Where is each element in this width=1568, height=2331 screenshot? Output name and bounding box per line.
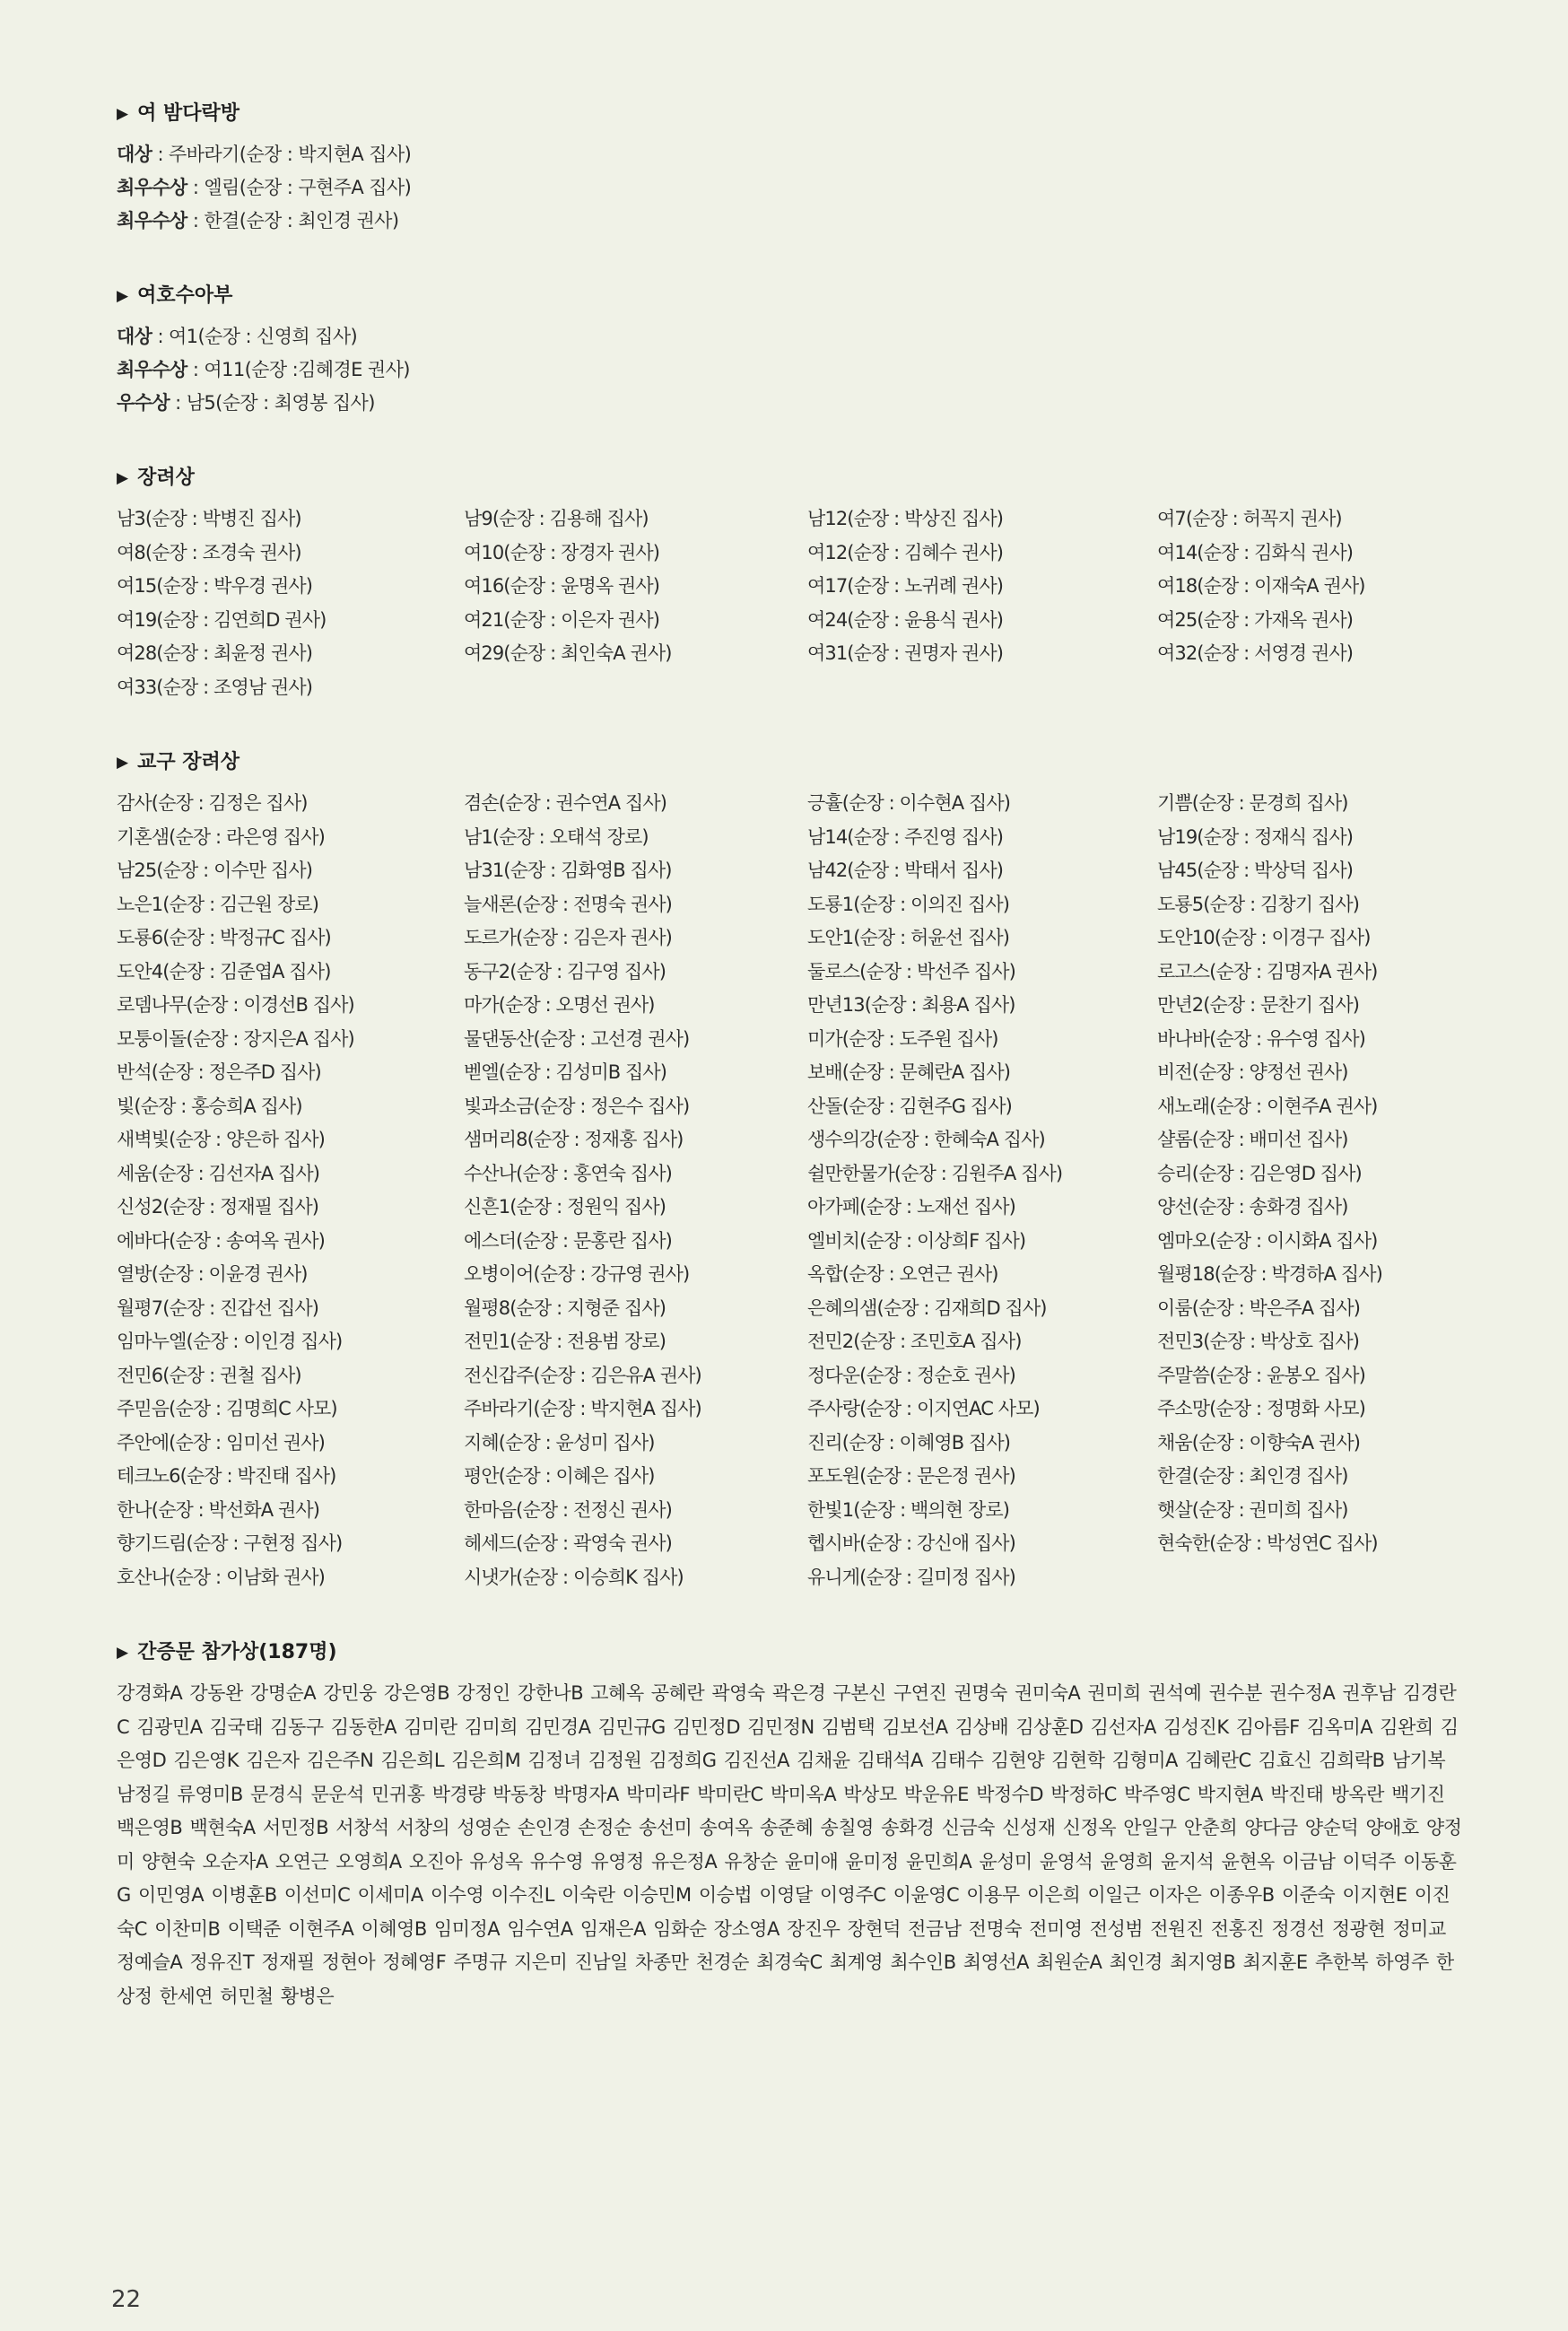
award-entry: 한빛1(순장 : 백의현 장로): [807, 1498, 1010, 1521]
award-entry: 여12(순장 : 김혜수 권사): [807, 541, 1004, 563]
award-entry: 겸손(순장 : 권수연A 집사): [464, 792, 667, 814]
award-entry: 벧엘(순장 : 김성미B 집사): [464, 1061, 667, 1083]
award-entry: 임마누엘(순장 : 이인경 집사): [117, 1331, 343, 1352]
award-entry: 주소망(순장 : 정명화 사모): [1157, 1398, 1365, 1419]
award-entry: 생수의강(순장 : 한혜숙A 집사): [807, 1129, 1045, 1150]
award-line: 최우수상 : 여11(순장 :김혜경E 권사): [117, 359, 410, 380]
award-entry: 여14(순장 : 김화식 권사): [1157, 541, 1354, 563]
award-entry: 주말씀(순장 : 윤봉오 집사): [1157, 1364, 1365, 1386]
award-entry: 호산나(순장 : 이남화 권사): [117, 1566, 325, 1588]
section-bam-darakbang: [117, 100, 1462, 238]
award-entry: 노은1(순장 : 김근원 장로): [117, 893, 319, 915]
award-entry: 에스더(순장 : 문홍란 집사): [464, 1229, 672, 1252]
award-entry: 새벽빛(순장 : 양은하 집사): [117, 1129, 325, 1150]
page-number: 22: [111, 2286, 142, 2313]
award-entry: 주바라기(순장 : 박지현A 집사): [464, 1398, 701, 1419]
award-entry: 남14(순장 : 주진영 집사): [807, 825, 1004, 848]
award-entry: 여31(순장 : 권명자 권사): [807, 642, 1004, 664]
award-entry: 월평8(순장 : 지형준 집사): [464, 1296, 666, 1319]
award-entry: 아가페(순장 : 노재선 집사): [807, 1196, 1015, 1218]
award-entry: 남25(순장 : 이수만 집사): [117, 860, 313, 881]
award-entry: 남45(순장 : 박상덕 집사): [1157, 860, 1354, 881]
award-entry: 여24(순장 : 윤용식 권사): [807, 608, 1004, 631]
award-entry: 햇살(순장 : 권미희 집사): [1157, 1498, 1348, 1521]
award-entry: 여28(순장 : 최윤정 권사): [117, 642, 313, 664]
award-line: 최우수상 : 엘림(순장 : 구현주A 집사): [117, 177, 412, 198]
section-title: ▶ 장려상: [117, 465, 1462, 492]
award-entry: 도룡5(순장 : 김창기 집사): [1157, 893, 1360, 915]
award-entry: 남42(순장 : 박태서 집사): [807, 860, 1004, 881]
triangle-bullet-icon: ▶: [117, 754, 129, 772]
section-title: ▶ 여 밤다락방: [117, 100, 1462, 127]
award-entry: 현숙한(순장 : 박성연C 집사): [1157, 1532, 1378, 1554]
award-entry: 마가(순장 : 오명선 권사): [464, 994, 655, 1016]
award-grid: [117, 502, 1462, 704]
award-entry: 빛과소금(순장 : 정은수 집사): [464, 1095, 690, 1117]
award-entry: 만년13(순장 : 최용A 집사): [807, 994, 1015, 1016]
award-entry: 여15(순장 : 박우경 권사): [117, 575, 313, 597]
section-title: ▶ 교구 장려상: [117, 749, 1462, 776]
award-entry: 긍휼(순장 : 이수현A 집사): [807, 792, 1011, 814]
award-line: 대상 : 주바라기(순장 : 박지현A 집사): [117, 144, 412, 165]
award-entry: 새노래(순장 : 이현주A 권사): [1157, 1095, 1378, 1117]
award-entry: 늘새론(순장 : 전명숙 권사): [464, 893, 672, 915]
section-testimony: [117, 1639, 1462, 2013]
award-entry: 은혜의샘(순장 : 김재희D 집사): [807, 1296, 1047, 1319]
award-entry: 한나(순장 : 박선화A 권사): [117, 1498, 320, 1521]
award-entry: 반석(순장 : 정은주D 집사): [117, 1061, 321, 1083]
triangle-bullet-icon: ▶: [117, 105, 129, 123]
award-entry: 전민6(순장 : 권철 집사): [117, 1364, 301, 1386]
award-entry: 여7(순장 : 허꼭지 권사): [1157, 508, 1342, 529]
award-entry: 미가(순장 : 도주원 집사): [807, 1027, 998, 1050]
award-entry: 엠마오(순장 : 이시화A 집사): [1157, 1229, 1378, 1252]
award-entry: 물댄동산(순장 : 고선경 권사): [464, 1027, 690, 1050]
award-entry: 여16(순장 : 윤명옥 권사): [464, 575, 660, 597]
award-entry: 승리(순장 : 김은영D 집사): [1157, 1162, 1362, 1184]
award-entry: 오병이어(순장 : 강규영 권사): [464, 1263, 690, 1285]
award-entry: 모퉁이돌(순장 : 장지은A 집사): [117, 1027, 354, 1050]
award-entry: 만년2(순장 : 문찬기 집사): [1157, 994, 1360, 1016]
award-entry: 빛(순장 : 홍승희A 집사): [117, 1095, 302, 1117]
award-entry: 남1(순장 : 오태석 장로): [464, 825, 649, 848]
award-entry: 헤세드(순장 : 곽영숙 권사): [464, 1532, 672, 1554]
section-parish-encouragement: [117, 749, 1462, 1594]
award-entry: 여10(순장 : 장경자 권사): [464, 541, 660, 563]
award-entry: 남3(순장 : 박병진 집사): [117, 508, 301, 529]
award-entry: 여25(순장 : 가재옥 권사): [1157, 608, 1354, 631]
award-entry: 여8(순장 : 조경숙 권사): [117, 541, 301, 563]
award-entry: 주믿음(순장 : 김명희C 사모): [117, 1398, 337, 1419]
award-entry: 수산나(순장 : 홍연숙 집사): [464, 1162, 672, 1184]
award-line: 최우수상 : 한결(순장 : 최인경 권사): [117, 210, 399, 231]
award-entry: 신흔1(순장 : 정원익 집사): [464, 1196, 666, 1218]
award-entry: 여17(순장 : 노귀례 권사): [807, 575, 1004, 597]
award-entry: 월평7(순장 : 진갑선 집사): [117, 1296, 319, 1319]
award-entry: 채움(순장 : 이향숙A 권사): [1157, 1431, 1361, 1454]
award-entry: 포도원(순장 : 문은정 권사): [807, 1465, 1015, 1487]
award-entry: 여33(순장 : 조영남 권사): [117, 676, 313, 698]
award-entry: 세움(순장 : 김선자A 집사): [117, 1162, 320, 1184]
award-entry: 도안1(순장 : 허윤선 집사): [807, 927, 1010, 948]
award-entry: 산돌(순장 : 김현주G 집사): [807, 1095, 1012, 1117]
award-line: 우수상 : 남5(순장 : 최영봉 집사): [117, 392, 375, 414]
award-entry: 기혼샘(순장 : 라은영 집사): [117, 825, 325, 848]
triangle-bullet-icon: ▶: [117, 1644, 129, 1662]
award-entry: 비전(순장 : 양정선 권사): [1157, 1061, 1348, 1083]
triangle-bullet-icon: ▶: [117, 287, 129, 305]
award-entry: 남12(순장 : 박상진 집사): [807, 508, 1004, 529]
award-entry: 남19(순장 : 정재식 집사): [1157, 825, 1354, 848]
award-entry: 둘로스(순장 : 박선주 집사): [807, 960, 1015, 982]
award-entry: 유니게(순장 : 길미정 집사): [807, 1566, 1015, 1588]
award-entry: 도룡1(순장 : 이의진 집사): [807, 893, 1010, 915]
award-entry: 쉴만한물가(순장 : 김원주A 집사): [807, 1162, 1063, 1184]
triangle-bullet-icon: ▶: [117, 469, 129, 487]
award-entry: 로고스(순장 : 김명자A 권사): [1157, 960, 1378, 982]
award-entry: 바나바(순장 : 유수영 집사): [1157, 1027, 1365, 1050]
award-entry: 도르가(순장 : 김은자 권사): [464, 927, 672, 948]
award-entry: 여18(순장 : 이재숙A 권사): [1157, 575, 1365, 597]
award-entry: 향기드림(순장 : 구현정 집사): [117, 1532, 343, 1554]
award-entry: 월평18(순장 : 박경하A 집사): [1157, 1263, 1382, 1285]
award-entry: 양선(순장 : 송화경 집사): [1157, 1196, 1348, 1218]
award-entry: 여19(순장 : 김연희D 권사): [117, 608, 327, 631]
award-entry: 전민2(순장 : 조민호A 집사): [807, 1331, 1022, 1352]
award-entry: 주사랑(순장 : 이지연AC 사모): [807, 1398, 1040, 1419]
award-entry: 여21(순장 : 이은자 권사): [464, 608, 660, 631]
award-entry: 전민3(순장 : 박상호 집사): [1157, 1331, 1360, 1352]
award-entry: 동구2(순장 : 김구영 집사): [464, 960, 666, 982]
award-entry: 한마음(순장 : 전정신 권사): [464, 1498, 672, 1521]
award-entry: 남31(순장 : 김화영B 집사): [464, 860, 672, 881]
award-entry: 기쁨(순장 : 문경희 집사): [1157, 792, 1348, 814]
award-entry: 에바다(순장 : 송여옥 권사): [117, 1229, 325, 1252]
section-title: ▶ 여호수아부: [117, 283, 1462, 310]
section-encouragement: [117, 465, 1462, 704]
award-entry: 로뎀나무(순장 : 이경선B 집사): [117, 994, 354, 1016]
award-entry: 엘비치(순장 : 이상희F 집사): [807, 1229, 1026, 1252]
award-entry: 도안10(순장 : 이경구 집사): [1157, 927, 1371, 948]
award-entry: 주안에(순장 : 임미선 권사): [117, 1431, 325, 1454]
award-entry: 시냇가(순장 : 이승희K 집사): [464, 1566, 684, 1588]
award-grid: [117, 787, 1462, 1594]
award-entry: 도안4(순장 : 김준엽A 집사): [117, 960, 331, 982]
award-entry: 샬롬(순장 : 배미선 집사): [1157, 1129, 1348, 1150]
section-joshua: [117, 283, 1462, 420]
award-entry: 보배(순장 : 문혜란A 집사): [807, 1061, 1011, 1083]
page-content: [117, 100, 1462, 2058]
award-entry: 남9(순장 : 김용해 집사): [464, 508, 649, 529]
award-entry: 옥합(순장 : 오연근 권사): [807, 1263, 998, 1285]
award-entry: 열방(순장 : 이윤경 권사): [117, 1263, 308, 1285]
award-entry: 진리(순장 : 이혜영B 집사): [807, 1431, 1011, 1454]
participant-names: 강경화A 강동완 강명순A 강민웅 강은영B 강정인 강한나B 고혜옥 공혜란 곽영숙 곽은경 구본신 구연진 권명숙 권미숙A 권미희 권석예 권수분 권수정A 권후남 김경란C 김광민A 김국태 김동구 김동한A 김미란 김미희 김민경A 김민규G 김민정D 김민정N 김범택 김보선A 김상배 김상훈D 김선자A 김성진K 김아름F 김옥미A 김완희 김은영D 김은영K 김은자 김은주N 김은희L 김은희M 김정녀 김정원 김정희G 김진선A 김채윤 김태석A 김태수 김현양 김현학 김형미A 김혜란C 김효신 김희락B 남기복 남정길 류영미B 문경식 문운석 민귀홍 박경량 박동창 박명자A 박미라F 박미란C 박미옥A 박상모 박운유E 박정수D 박정하C 박주영C 박지현A 박진태 방옥란 백기진 백은영B 백현숙A 서민정B 서창석 서창의 성영순 손인경 손정순 송선미 송여옥 송준혜 송칠영 송화경 신금숙 신성재 신정옥 안일구 안춘희 양다금 양순덕 양애호 양정미 양현숙 오순자A 오연근 오영희A 오진아 유성옥 유수영 유영정 유은정A 유창순 윤미애 윤미정 윤민희A 윤성미 윤영석 윤영희 윤지석 윤현옥 이금남 이덕주 이동훈G 이민영A 이병훈B 이선미C 이세미A 이수영 이수진L 이숙란 이승민M 이승법 이영달 이영주C 이윤영C 이용무 이은희 이일근 이자은 이종우B 이준숙 이지현E 이진숙C 이찬미B 이택준 이현주A 이혜영B 임미정A 임수연A 임재은A 임화순 장소영A 장진우 장현덕 전금남 전명숙 전미영 전성범 전원진 전홍진 정경선 정광현 정미교 정예슬A 정유진T 정재필 정현아 정혜영F 주명규 지은미 진남일 차종만 천경순 최경숙C 최계영 최수인B 최영선A 최원순A 최인경 최지영B 최지훈E 추한복 하영주 한상정 한세연 허민철 황병은: [117, 1682, 1462, 2007]
award-entry: 지혜(순장 : 윤성미 집사): [464, 1431, 655, 1454]
award-entry: 정다운(순장 : 정순호 권사): [807, 1364, 1015, 1386]
award-entry: 감사(순장 : 김정은 집사): [117, 792, 308, 814]
award-entry: 이룸(순장 : 박은주A 집사): [1157, 1296, 1361, 1319]
award-line: 대상 : 여1(순장 : 신영희 집사): [117, 326, 358, 347]
award-entry: 샘머리8(순장 : 정재홍 집사): [464, 1129, 684, 1150]
award-entry: 전신갑주(순장 : 김은유A 권사): [464, 1364, 701, 1386]
award-entry: 여32(순장 : 서영경 권사): [1157, 642, 1354, 664]
award-entry: 전민1(순장 : 전용범 장로): [464, 1331, 666, 1352]
award-entry: 헵시바(순장 : 강신애 집사): [807, 1532, 1015, 1554]
award-entry: 한결(순장 : 최인경 집사): [1157, 1465, 1348, 1487]
award-entry: 신성2(순장 : 정재필 집사): [117, 1196, 319, 1218]
award-entry: 도룡6(순장 : 박정규C 집사): [117, 927, 331, 948]
award-entry: 여29(순장 : 최인숙A 권사): [464, 642, 672, 664]
award-entry: 테크노6(순장 : 박진태 집사): [117, 1465, 336, 1487]
section-title: ▶ 간증문 참가상(187명): [117, 1639, 1462, 1666]
award-entry: 평안(순장 : 이혜은 집사): [464, 1465, 655, 1487]
